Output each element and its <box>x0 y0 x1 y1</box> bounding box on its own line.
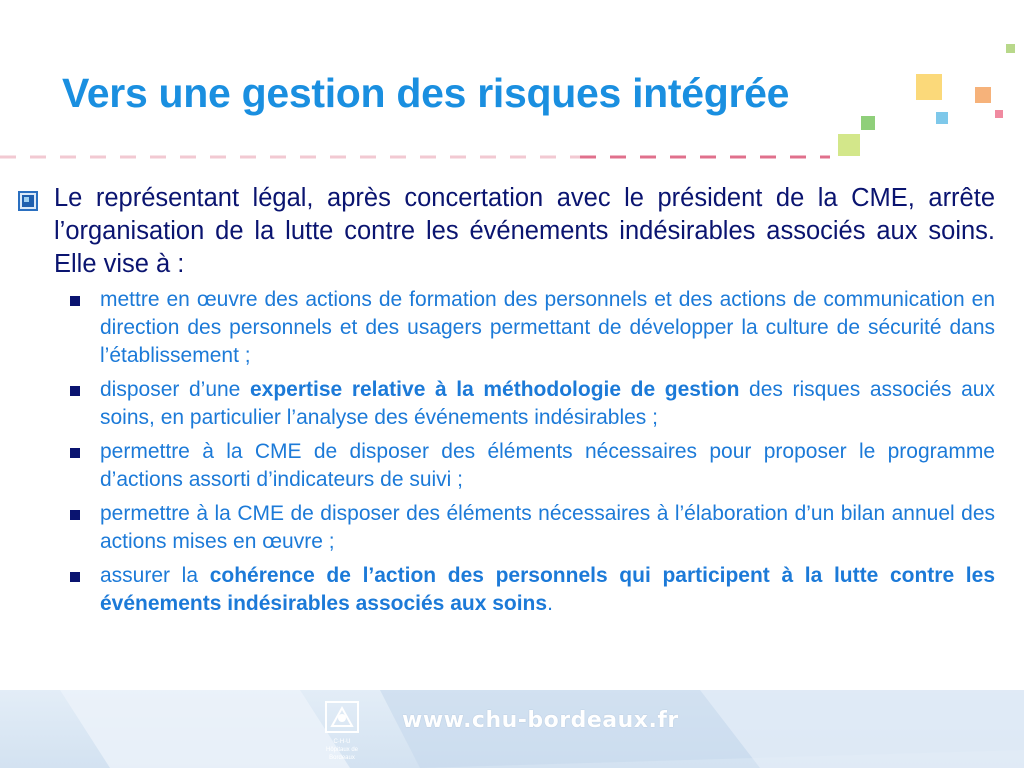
chu-logo <box>314 698 370 762</box>
main-paragraph: Le représentant légal, après concertation avec le président de la CME, arrête l’organisation de la lutte contre les événements indésirables associés aux soins. Elle vise à : <box>54 184 995 278</box>
list-item-text: assurer la cohérence de l’action des personnels qui participent à la lutte contre les événements indésirables associés aux soins. <box>100 564 995 615</box>
square-bullet-icon <box>70 438 100 458</box>
square-bullet-icon <box>18 182 54 216</box>
logo-subtitle: Hôpitaux de Bordeaux <box>325 747 359 761</box>
logo-letters: C·H·U <box>333 739 351 745</box>
list-item-text: mettre en œuvre des actions de formation des personnels et des actions de communication en direction des personnels et des usagers permettant de développer la culture de sécurité dans l’établissement ; <box>100 288 995 367</box>
list-item-text: permettre à la CME de disposer des éléments nécessaires pour proposer le programme d’actions assorti d’indicateurs de suivi ; <box>100 440 995 491</box>
slide-content <box>18 182 995 624</box>
list-item-text: disposer d’une expertise relative à la méthodologie de gestion des risques associés aux soins, en particulier l’analyse des événements indésirables ; <box>100 378 995 429</box>
website-link[interactable]: www.chu-bordeaux.fr <box>402 708 679 733</box>
list-item <box>70 286 995 370</box>
slide-title: Vers une gestion des risques intégrée <box>62 70 790 116</box>
list-item <box>70 562 995 618</box>
footer-bar <box>0 690 1024 768</box>
square-bullet-icon <box>70 286 100 306</box>
list-item <box>70 376 995 432</box>
main-bullet-item <box>18 182 995 281</box>
list-item <box>70 438 995 494</box>
square-bullet-icon <box>70 376 100 396</box>
sub-bullet-list <box>18 286 995 618</box>
list-item <box>70 500 995 556</box>
square-bullet-icon <box>70 562 100 582</box>
list-item-text: permettre à la CME de disposer des éléments nécessaires à l’élaboration d’un bilan annuel des actions mises en œuvre ; <box>100 502 995 553</box>
colored-squares-decoration <box>838 44 1015 156</box>
square-bullet-icon <box>70 500 100 520</box>
